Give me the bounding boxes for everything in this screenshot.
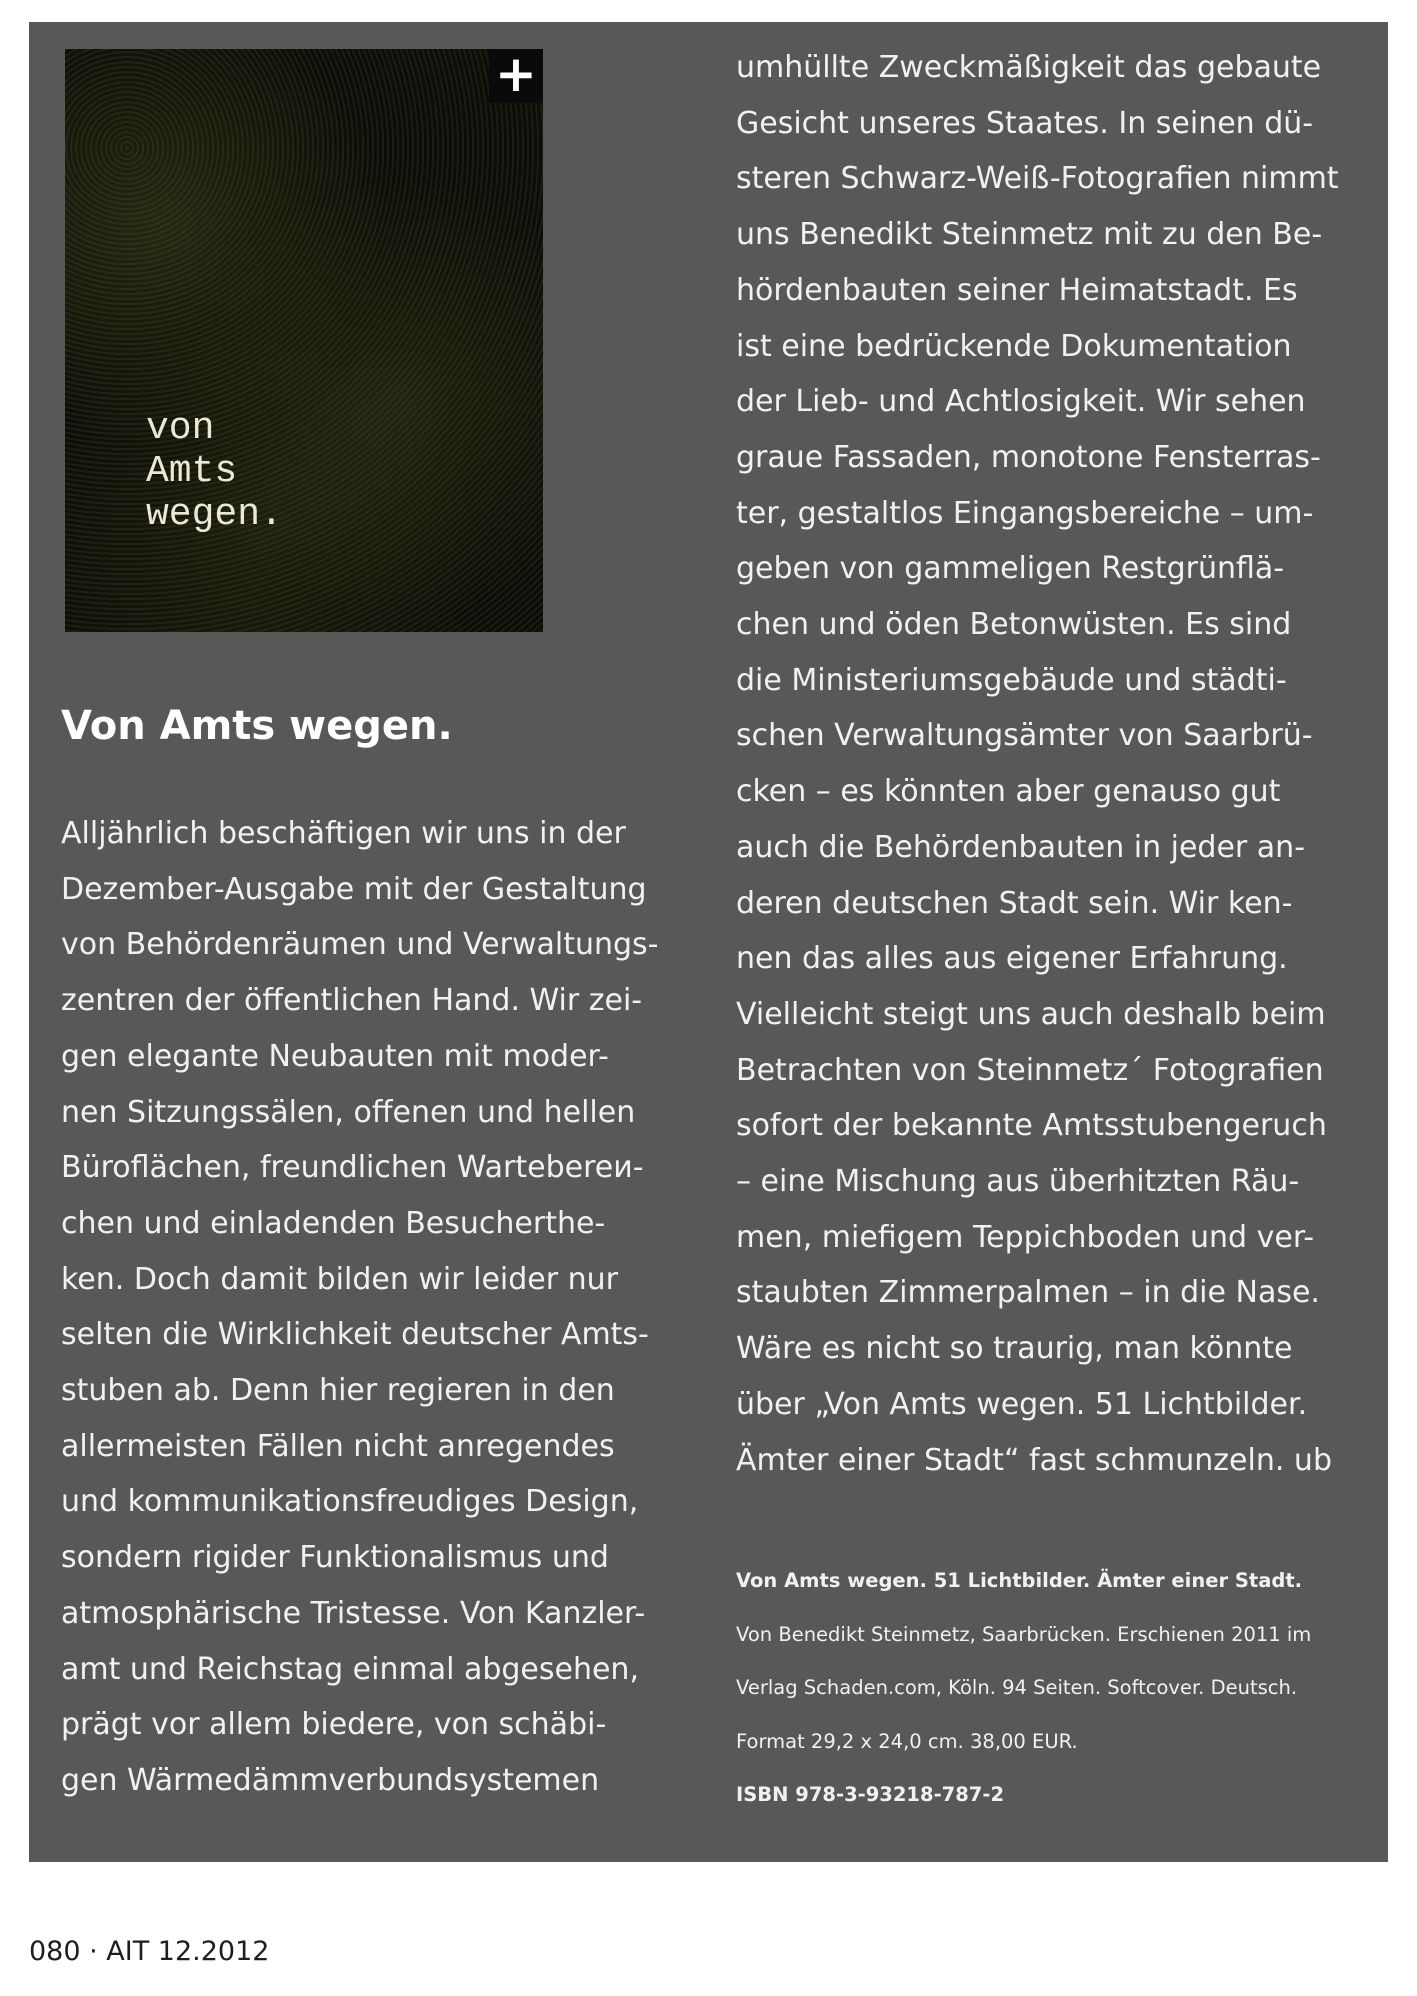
text-line: hördenbauten seiner Heimatstadt. Es (736, 272, 1298, 308)
text-line: gen elegante Neubauten mit moder- (61, 1038, 609, 1074)
text-line: atmosphärische Tristesse. Von Kanzler- (61, 1595, 646, 1631)
article-panel (29, 22, 1388, 1862)
text-line: uns Benedikt Steinmetz mit zu den Be- (736, 217, 1323, 253)
book-info-line: Format 29,2 x 24,0 cm. 38,00 EUR. (736, 1729, 1078, 1753)
right-text-column (736, 40, 1376, 1488)
text-line: chen und öden Betonwüsten. Es sind (736, 607, 1292, 643)
book-isbn: ISBN 978-3-93218-787-2 (736, 1783, 1005, 1806)
text-line: steren Schwarz-Weiß-Fotografien nimmt (736, 161, 1339, 197)
text-line: ter, gestaltlos Eingangsbereiche – um- (736, 495, 1314, 531)
text-line: staubten Zimmerpalmen – in die Nase. (736, 1275, 1320, 1311)
text-line: der Lieb- und Achtlosigkeit. Wir sehen (736, 384, 1306, 420)
text-line: prägt vor allem biedere, von schäbi- (61, 1707, 607, 1743)
book-info (736, 1554, 1376, 1822)
text-line: und kommunikationsfreudiges Design, (61, 1484, 639, 1520)
text-line: deren deutschen Stadt sein. Wir ken- (736, 885, 1293, 921)
text-line: gen Wärmedämmverbundsystemen (61, 1762, 600, 1798)
text-line: men, miefigem Teppichboden und ver- (736, 1219, 1315, 1255)
text-line: stuben ab. Denn hier regieren in den (61, 1373, 615, 1409)
text-line: graue Fassaden, monotone Fensterras- (736, 439, 1321, 475)
book-info-line: Verlag Schaden.com, Köln. 94 Seiten. Softcover. Deutsch. (736, 1676, 1298, 1699)
text-line: Betrachten von Steinmetz´ Fotografien (736, 1052, 1324, 1088)
text-line: sondern rigider Funktionalismus und (61, 1540, 609, 1576)
text-line: nen das alles aus eigener Erfahrung. (736, 941, 1288, 977)
text-line: amt und Reichstag einmal abgesehen, (61, 1651, 639, 1687)
text-line: sofort der bekannte Amtsstubengeruch (736, 1108, 1327, 1144)
text-line: chen und einladenden Besucherthe- (61, 1205, 606, 1241)
text-line: umhüllte Zweckmäßigkeit das gebaute (736, 50, 1322, 85)
text-line: die Ministeriumsgebäude und städti- (736, 662, 1287, 698)
text-line: Wäre es nicht so traurig, man könnte (736, 1331, 1293, 1367)
text-line: selten die Wirklichkeit deutscher Amts- (61, 1317, 649, 1353)
article-heading: Von Amts wegen. (61, 703, 453, 749)
cover-title: von Amts wegen. (146, 407, 283, 536)
book-cover-image (65, 45, 543, 632)
text-line: zentren der öffentlichen Hand. Wir zei- (61, 983, 643, 1019)
text-line: Gesicht unseres Staates. In seinen dü- (736, 105, 1314, 141)
left-text-column (61, 806, 681, 1809)
page-footer: 080 · AIT 12.2012 (29, 1936, 270, 1967)
text-line: geben von gammeligen Restgrünflä- (736, 551, 1285, 587)
text-line: Alljährlich beschäftigen wir uns in der (61, 816, 626, 851)
text-line: Vielleicht steigt uns auch deshalb beim (736, 996, 1326, 1032)
plus-icon: + (489, 49, 543, 103)
text-line: – eine Mischung aus überhitzten Räu- (736, 1164, 1300, 1200)
text-line: schen Verwaltungsämter von Saarbrü- (736, 718, 1313, 754)
text-line: allermeisten Fällen nicht anregendes (61, 1428, 615, 1464)
text-line: über „Von Amts wegen. 51 Lichtbilder. (736, 1386, 1308, 1422)
text-line: cken – es könnten aber genauso gut (736, 774, 1281, 810)
text-line: ken. Doch damit bilden wir leider nur (61, 1261, 618, 1297)
text-line: Büroflächen, freundlichen Wartebereи- (61, 1150, 644, 1186)
text-line: Dezember-Ausgabe mit der Gestaltung (61, 871, 647, 907)
text-line: auch die Behördenbauten in jeder an- (736, 829, 1306, 865)
text-line: Ämter einer Stadt“ fast schmunzeln. ub (736, 1442, 1332, 1478)
book-info-title: Von Amts wegen. 51 Lichtbilder. Ämter einer Stadt. (736, 1569, 1303, 1592)
text-line: ist eine bedrückende Dokumentation (736, 328, 1292, 364)
text-line: nen Sitzungssälen, offenen und hellen (61, 1094, 636, 1130)
book-info-line: Von Benedikt Steinmetz, Saarbrücken. Erschienen 2011 im (736, 1622, 1312, 1646)
text-line: von Behördenräumen und Verwaltungs- (61, 927, 659, 963)
